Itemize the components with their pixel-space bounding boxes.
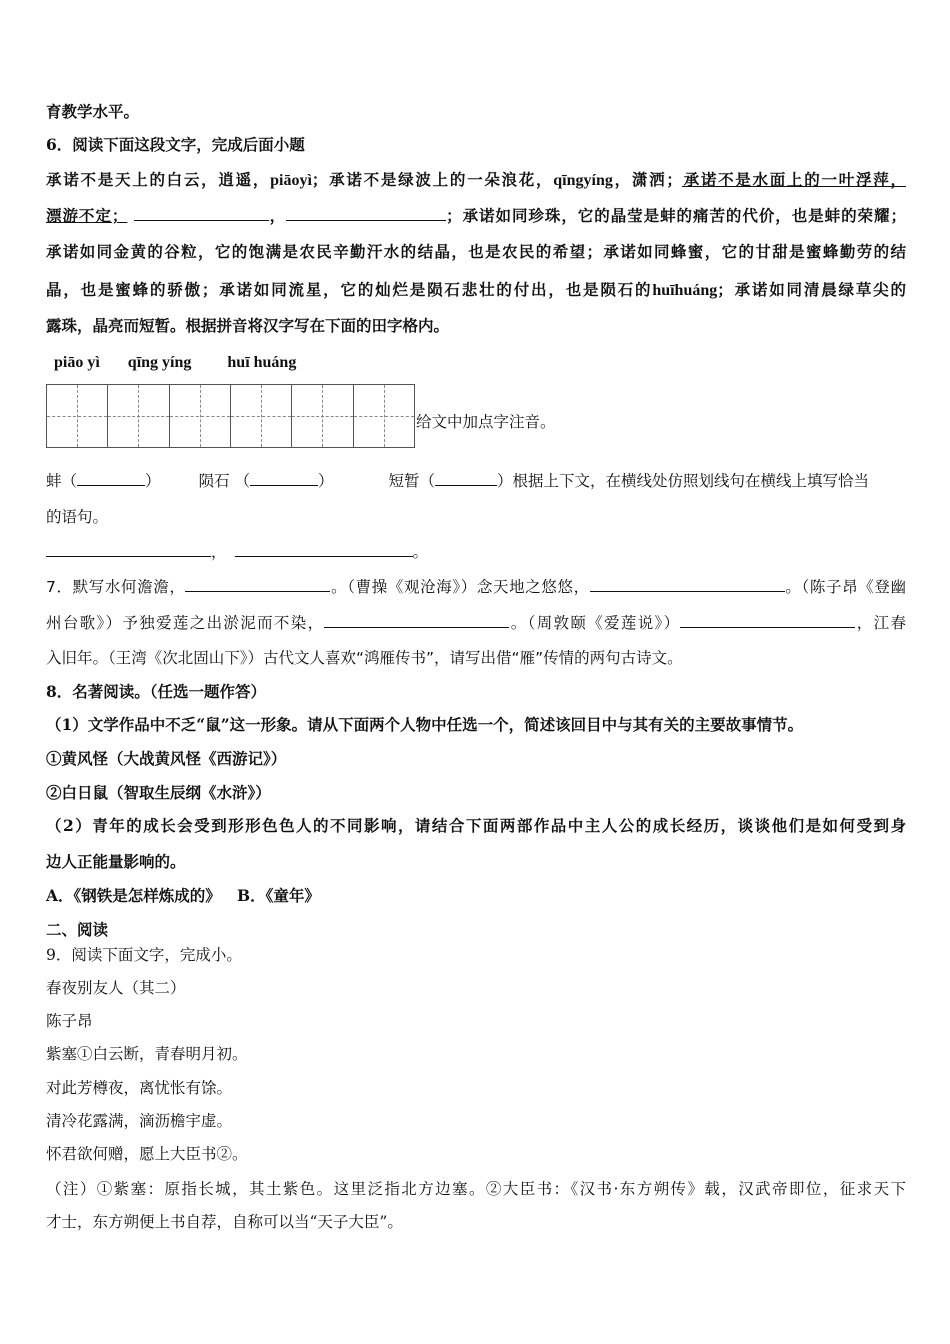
q8-choices: A．《钢铁是怎样炼成的》 B．《童年》 bbox=[46, 886, 320, 905]
text: 短暂（ bbox=[388, 472, 435, 490]
pinyin: qīng yíng bbox=[127, 354, 192, 371]
poem-author: 陈子昂 bbox=[46, 1012, 93, 1030]
text: 7．默写水何澹澹， bbox=[46, 578, 186, 596]
q6-line bbox=[46, 169, 906, 192]
text: ， bbox=[268, 206, 287, 225]
text: ） bbox=[145, 472, 161, 490]
pinyin-row bbox=[54, 352, 914, 374]
grid-cell[interactable] bbox=[354, 385, 414, 447]
tianzige-grid[interactable] bbox=[46, 384, 415, 448]
underlined-sentence: 承诺不是水面上的一叶浮萍， bbox=[681, 170, 906, 189]
grid-cell[interactable] bbox=[108, 385, 169, 447]
underlined-sentence: 漂游不定； bbox=[46, 206, 128, 225]
answer-blank[interactable] bbox=[324, 611, 509, 628]
pinyin: piāoyì bbox=[270, 172, 312, 189]
answer-blank[interactable] bbox=[435, 469, 497, 486]
text: 。（曹操《观沧海》）念天地之悠悠， bbox=[330, 578, 590, 596]
q8-part2: （2）青年的成长会受到形形色色人的不同影响，请结合下面两部作品中主人公的成长经历，谈谈他们是如何受到身 bbox=[46, 816, 906, 835]
pinyin: huī huáng bbox=[227, 354, 297, 371]
q5-tail: 育教学水平。 bbox=[46, 103, 140, 121]
text: ；承诺如同珍珠，它的晶莹是蚌的痛苦的代价，也是蚌的荣耀； bbox=[446, 206, 906, 225]
grid-cell[interactable] bbox=[231, 385, 292, 447]
q6-line: 承诺如同金黄的谷粒，它的饱满是农民辛勤汗水的结晶，也是农民的希望；承诺如同蜂蜜，它的甘甜是蜜蜂勤劳的结 bbox=[46, 242, 906, 261]
q7-line: 入旧年。（王湾《次北固山下》）古代文人喜欢“鸿雁传书”，请写出借“雁”传情的两句古诗文。 bbox=[46, 649, 683, 667]
text: ，江春 bbox=[855, 614, 906, 632]
q6-title: 6．阅读下面这段文字，完成后面小题 bbox=[46, 135, 305, 154]
text: 州台歌》）予独爱莲之出淤泥而不染， bbox=[46, 614, 325, 632]
blank-line bbox=[46, 540, 906, 563]
text: 。 bbox=[412, 543, 429, 561]
q8-option-2: ②白日鼠（智取生辰纲《水浒》） bbox=[46, 783, 271, 802]
text: 晶，也是蜜蜂的骄傲；承诺如同流星，它的灿烂是陨石悲壮的付出，也是陨石的 bbox=[46, 280, 653, 299]
pinyin: qīngyíng bbox=[553, 172, 613, 189]
answer-blank[interactable] bbox=[134, 204, 269, 221]
text: ；承诺不是绿波上的一朵浪花， bbox=[311, 170, 554, 189]
text: ，潇洒； bbox=[612, 170, 682, 189]
grid-cell[interactable] bbox=[170, 385, 231, 447]
text: 承诺不是天上的白云，逍遥， bbox=[46, 170, 271, 189]
poem-line: 紫塞①白云断，青春明月初。 bbox=[46, 1045, 248, 1063]
q6-line bbox=[46, 279, 906, 302]
text: 蚌（ bbox=[46, 472, 78, 490]
q7-line bbox=[46, 575, 906, 598]
q8-part1: （1）文学作品中不乏“鼠”这一形象。请从下面两个人物中任选一个，简述该回目中与其有关的主要故事情节。 bbox=[46, 715, 804, 734]
answer-blank[interactable] bbox=[235, 540, 413, 557]
text: 。（周敦颐《爱莲说》） bbox=[509, 614, 681, 632]
poem-note: 才士，东方朔便上书自荐，自称可以当“天子大臣”。 bbox=[46, 1213, 403, 1231]
q8-part2: 边人正能量影响的。 bbox=[46, 852, 186, 871]
grid-caption: 给文中加点字注音。 bbox=[416, 413, 556, 431]
answer-blank[interactable] bbox=[250, 469, 318, 486]
text: 陨石 （ bbox=[198, 472, 250, 490]
answer-blank[interactable] bbox=[77, 469, 145, 486]
q7-line bbox=[46, 611, 906, 634]
annotation-line bbox=[46, 469, 906, 492]
text-line: 的语句。 bbox=[46, 508, 109, 526]
poem-line: 对此芳樽夜，离忧怅有馀。 bbox=[46, 1079, 233, 1097]
text: ；承诺如同清晨绿草尖的 bbox=[717, 280, 906, 299]
poem-line: 怀君欲何赠，愿上大臣书②。 bbox=[46, 1145, 248, 1163]
text: ）根据上下文，在横线处仿照划线句在横线上填写恰当 bbox=[497, 472, 870, 490]
poem-line: 清冷花露满，滴沥檐宇虚。 bbox=[46, 1112, 233, 1130]
q8-title: 8．名著阅读。（任选一题作答） bbox=[46, 682, 267, 701]
answer-blank[interactable] bbox=[46, 540, 211, 557]
q6-line bbox=[46, 204, 906, 227]
q8-option-1: ①黄风怪（大战黄风怪《西游记》） bbox=[46, 749, 287, 768]
text: ， bbox=[211, 543, 227, 561]
section-heading: 二、阅读 bbox=[46, 921, 109, 939]
answer-blank[interactable] bbox=[286, 204, 446, 221]
answer-blank[interactable] bbox=[680, 611, 855, 628]
answer-blank[interactable] bbox=[185, 575, 330, 592]
answer-blank[interactable] bbox=[590, 575, 785, 592]
q6-line: 露珠，晶亮而短暂。根据拼音将汉字写在下面的田字格内。 bbox=[46, 316, 450, 335]
text: 。（陈子昂《登幽 bbox=[784, 578, 906, 596]
grid-cell[interactable] bbox=[47, 385, 108, 447]
poem-note: （注）①紫塞：原指长城，其土紫色。这里泛指北方边塞。②大臣书：《汉书·东方朔传》载，汉武帝即位，征求天下 bbox=[46, 1180, 906, 1198]
poem-title: 春夜别友人（其二） bbox=[46, 979, 186, 997]
grid-cell[interactable] bbox=[292, 385, 353, 447]
q9-title: 9．阅读下面文字，完成小。 bbox=[46, 946, 242, 964]
pinyin: huīhuáng bbox=[652, 282, 718, 299]
text: ） bbox=[317, 472, 334, 490]
pinyin: piāo yì bbox=[54, 354, 100, 371]
